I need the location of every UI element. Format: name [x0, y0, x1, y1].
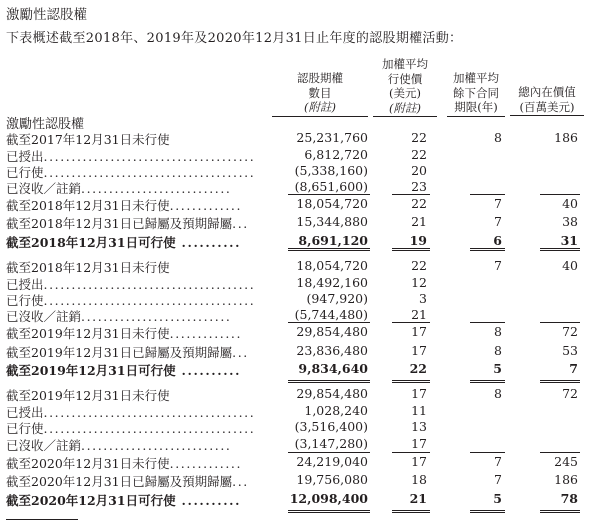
row-leader-dots: ......................................	[43, 421, 256, 436]
total-rule	[288, 248, 370, 249]
cell-options: 18,054,720	[296, 258, 368, 273]
cell-value: 38	[562, 214, 578, 229]
total-rule	[288, 380, 370, 381]
cell-options: (3,516,400)	[294, 419, 368, 434]
cell-options: 8,691,120	[298, 233, 368, 248]
footnote-rule	[6, 519, 78, 520]
row-leader-dots: ...........................	[81, 309, 232, 324]
row-leader-dots: ...........................	[81, 181, 232, 196]
cell-value: 31	[560, 233, 578, 248]
total-rule	[392, 382, 430, 383]
row-label-text: 截至2018年12月31日已歸屬及預期歸屬	[6, 216, 233, 231]
total-rule	[540, 194, 580, 195]
cell-price: 22	[411, 130, 427, 145]
cell-price: 22	[411, 147, 427, 162]
cell-price: 17	[411, 386, 427, 401]
cell-term: 5	[493, 491, 502, 506]
table-row	[0, 472, 600, 490]
cell-price: 12	[411, 275, 427, 290]
table-row	[0, 386, 600, 404]
row-label	[6, 343, 274, 361]
cell-price: 22	[411, 196, 427, 211]
total-rule	[288, 510, 370, 511]
cell-options: 23,836,480	[296, 343, 368, 358]
cell-value: 186	[554, 130, 578, 145]
cell-term: 8	[494, 324, 502, 339]
row-label-text: 截至2019年12月31日未行使	[6, 326, 170, 341]
cell-options: 18,492,160	[296, 275, 368, 290]
table-row	[0, 491, 600, 509]
cell-options: 29,854,480	[296, 324, 368, 339]
cell-term: 7	[494, 214, 502, 229]
total-rule	[288, 194, 370, 195]
cell-value: 78	[560, 491, 578, 506]
header-options-note: (附註)	[304, 100, 336, 114]
cell-options: (5,338,160)	[294, 163, 368, 178]
total-rule	[288, 250, 370, 251]
cell-options: (3,147,280)	[294, 436, 368, 451]
total-rule	[470, 452, 505, 453]
cell-options: 25,231,760	[296, 130, 368, 145]
cell-options: (5,744,480)	[294, 307, 368, 322]
cell-value: 72	[562, 324, 578, 339]
cell-price: 13	[411, 419, 427, 434]
row-label-text: 截至2020年12月31日可行使	[6, 493, 176, 508]
row-leader-dots: .............	[169, 326, 243, 341]
total-rule	[392, 248, 430, 249]
table-title: 激勵性認股權	[6, 117, 85, 132]
total-rule	[470, 512, 505, 513]
row-label	[6, 491, 274, 509]
row-leader-dots: ......................................	[43, 293, 256, 308]
row-label	[6, 454, 274, 472]
cell-term: 5	[493, 361, 502, 376]
cell-options: 1,028,240	[304, 403, 368, 418]
row-leader-dots: ......................................	[43, 277, 256, 292]
cell-value: 72	[562, 386, 578, 401]
total-rule	[470, 194, 505, 195]
total-rule	[540, 512, 580, 513]
cell-options: (8,651,600)	[294, 179, 368, 194]
row-label	[6, 130, 274, 148]
row-leader-dots: ...........................	[81, 438, 232, 453]
row-label	[6, 233, 274, 251]
total-rule	[392, 194, 430, 195]
section-title: 激勵性認股權	[6, 7, 87, 23]
total-rule	[470, 248, 505, 249]
total-rule	[288, 512, 370, 513]
row-leader-dots: ......................................	[43, 405, 256, 420]
row-label-text: 截至2019年12月31日可行使	[6, 363, 176, 378]
total-rule	[392, 322, 430, 323]
total-rule	[470, 250, 505, 251]
cell-options: 29,854,480	[296, 386, 368, 401]
cell-options: 19,756,080	[296, 472, 368, 487]
cell-price: 20	[411, 163, 427, 178]
header-options-line1: 認股期權	[297, 71, 343, 85]
total-rule	[288, 322, 370, 323]
cell-term: 7	[494, 196, 502, 211]
total-rule	[540, 382, 580, 383]
row-label-text: 已授出	[6, 277, 44, 292]
row-leader-dots: ......................................	[43, 149, 256, 164]
row-label-text: 已沒收／註銷	[6, 309, 82, 324]
total-rule	[470, 510, 505, 511]
cell-value: 53	[562, 343, 578, 358]
cell-price: 17	[411, 454, 427, 469]
table-row	[0, 214, 600, 232]
total-rule	[470, 380, 505, 381]
cell-price: 21	[411, 307, 427, 322]
intro-text: 下表概述截至2018年、2019年及2020年12月31日止年度的認股期權活動：	[6, 31, 463, 46]
row-leader-dots: ..........	[175, 493, 242, 508]
table-row	[0, 343, 600, 361]
table-row	[0, 454, 600, 472]
table-row	[0, 258, 600, 276]
header-price-line3: (美元)	[389, 86, 421, 100]
row-label-text: 已授出	[6, 405, 44, 420]
table-row	[0, 196, 600, 214]
header-term-line1: 加權平均	[453, 71, 499, 85]
total-rule	[392, 380, 430, 381]
table-row	[0, 130, 600, 148]
table-row	[0, 324, 600, 342]
row-label-text: 截至2018年12月31日未行使	[6, 260, 170, 275]
cell-price: 17	[411, 436, 427, 451]
row-label-text: 已行使	[6, 421, 44, 436]
row-label	[6, 361, 274, 379]
row-label-text: 截至2020年12月31日已歸屬及預期歸屬	[6, 474, 233, 489]
cell-price: 11	[411, 403, 427, 418]
header-exercise-price	[373, 57, 437, 117]
header-remaining-term	[447, 71, 505, 117]
row-label	[6, 472, 274, 490]
row-label	[6, 179, 274, 197]
row-leader-dots: .............	[169, 198, 243, 213]
total-rule	[540, 510, 580, 511]
cell-term: 8	[494, 386, 502, 401]
total-rule	[470, 382, 505, 383]
total-rule	[540, 250, 580, 251]
row-label-text: 已行使	[6, 165, 44, 180]
cell-term: 6	[493, 233, 502, 248]
row-label	[6, 258, 274, 276]
cell-term: 8	[494, 130, 502, 145]
table-row	[0, 361, 600, 379]
total-rule	[288, 452, 370, 453]
cell-term: 7	[494, 472, 502, 487]
total-rule	[540, 452, 580, 453]
row-label	[6, 324, 274, 342]
row-label	[6, 386, 274, 404]
cell-price: 17	[411, 343, 427, 358]
cell-value: 186	[554, 472, 578, 487]
cell-value: 7	[569, 361, 578, 376]
cell-price: 3	[419, 291, 427, 306]
header-options-line2: 數目	[308, 85, 332, 100]
row-label-text: 截至2019年12月31日未行使	[6, 388, 170, 403]
cell-price: 21	[411, 214, 427, 229]
total-rule	[540, 248, 580, 249]
header-price-note: (附註)	[389, 100, 421, 115]
cell-options: 6,812,720	[304, 147, 368, 162]
total-rule	[470, 322, 505, 323]
row-label-text: 截至2018年12月31日未行使	[6, 198, 170, 213]
total-rule	[392, 512, 430, 513]
row-label-text: 已沒收／註銷	[6, 438, 82, 453]
cell-term: 7	[494, 258, 502, 273]
cell-price: 17	[411, 324, 427, 339]
cell-options: (947,920)	[306, 291, 368, 306]
header-term-line3: 期限(年)	[454, 100, 498, 114]
cell-value: 245	[554, 454, 578, 469]
total-rule	[288, 382, 370, 383]
row-leader-dots: ...	[232, 216, 249, 231]
row-leader-dots: ...	[232, 474, 249, 489]
cell-term: 7	[494, 454, 502, 469]
cell-price: 22	[409, 361, 427, 376]
row-label	[6, 419, 274, 437]
cell-options: 12,098,400	[289, 491, 368, 506]
row-label-text: 截至2020年12月31日未行使	[6, 456, 170, 471]
cell-options: 9,834,640	[298, 361, 368, 376]
total-rule	[392, 250, 430, 251]
cell-price: 19	[409, 233, 427, 248]
header-price-line1: 加權平均	[382, 57, 428, 71]
header-options-count	[272, 71, 368, 117]
cell-options: 24,219,040	[296, 454, 368, 469]
header-value-line1: 總內在價值	[518, 85, 576, 99]
row-label	[6, 196, 274, 214]
row-label-text: 已授出	[6, 149, 44, 164]
total-rule	[540, 322, 580, 323]
row-leader-dots: ...	[232, 345, 249, 360]
header-price-line2: 行使價	[387, 71, 423, 86]
header-term-line2: 餘下合同	[453, 85, 499, 100]
total-rule	[392, 510, 430, 511]
cell-options: 18,054,720	[296, 196, 368, 211]
header-intrinsic-value	[510, 85, 584, 116]
row-leader-dots: ......................................	[43, 165, 256, 180]
total-rule	[540, 380, 580, 381]
total-rule	[392, 452, 430, 453]
cell-price: 18	[411, 472, 427, 487]
row-label-text: 截至2018年12月31日可行使	[6, 235, 176, 250]
row-leader-dots: .............	[169, 456, 243, 471]
row-label-text: 截至2017年12月31日未行使	[6, 132, 170, 147]
table-row	[0, 419, 600, 437]
row-leader-dots: ..........	[175, 363, 242, 378]
row-label	[6, 214, 274, 232]
row-label-text: 截至2019年12月31日已歸屬及預期歸屬	[6, 345, 233, 360]
header-value-line2: (百萬美元)	[519, 99, 575, 114]
cell-price: 23	[411, 179, 427, 194]
cell-price: 22	[411, 258, 427, 273]
row-label-text: 已行使	[6, 293, 44, 308]
cell-value: 40	[562, 196, 578, 211]
row-label	[6, 307, 274, 325]
cell-price: 21	[409, 491, 427, 506]
row-label	[6, 436, 274, 454]
row-leader-dots: ..........	[175, 235, 242, 250]
cell-options: 15,344,880	[296, 214, 368, 229]
cell-value: 40	[562, 258, 578, 273]
row-label-text: 已沒收／註銷	[6, 181, 82, 196]
cell-term: 8	[494, 343, 502, 358]
